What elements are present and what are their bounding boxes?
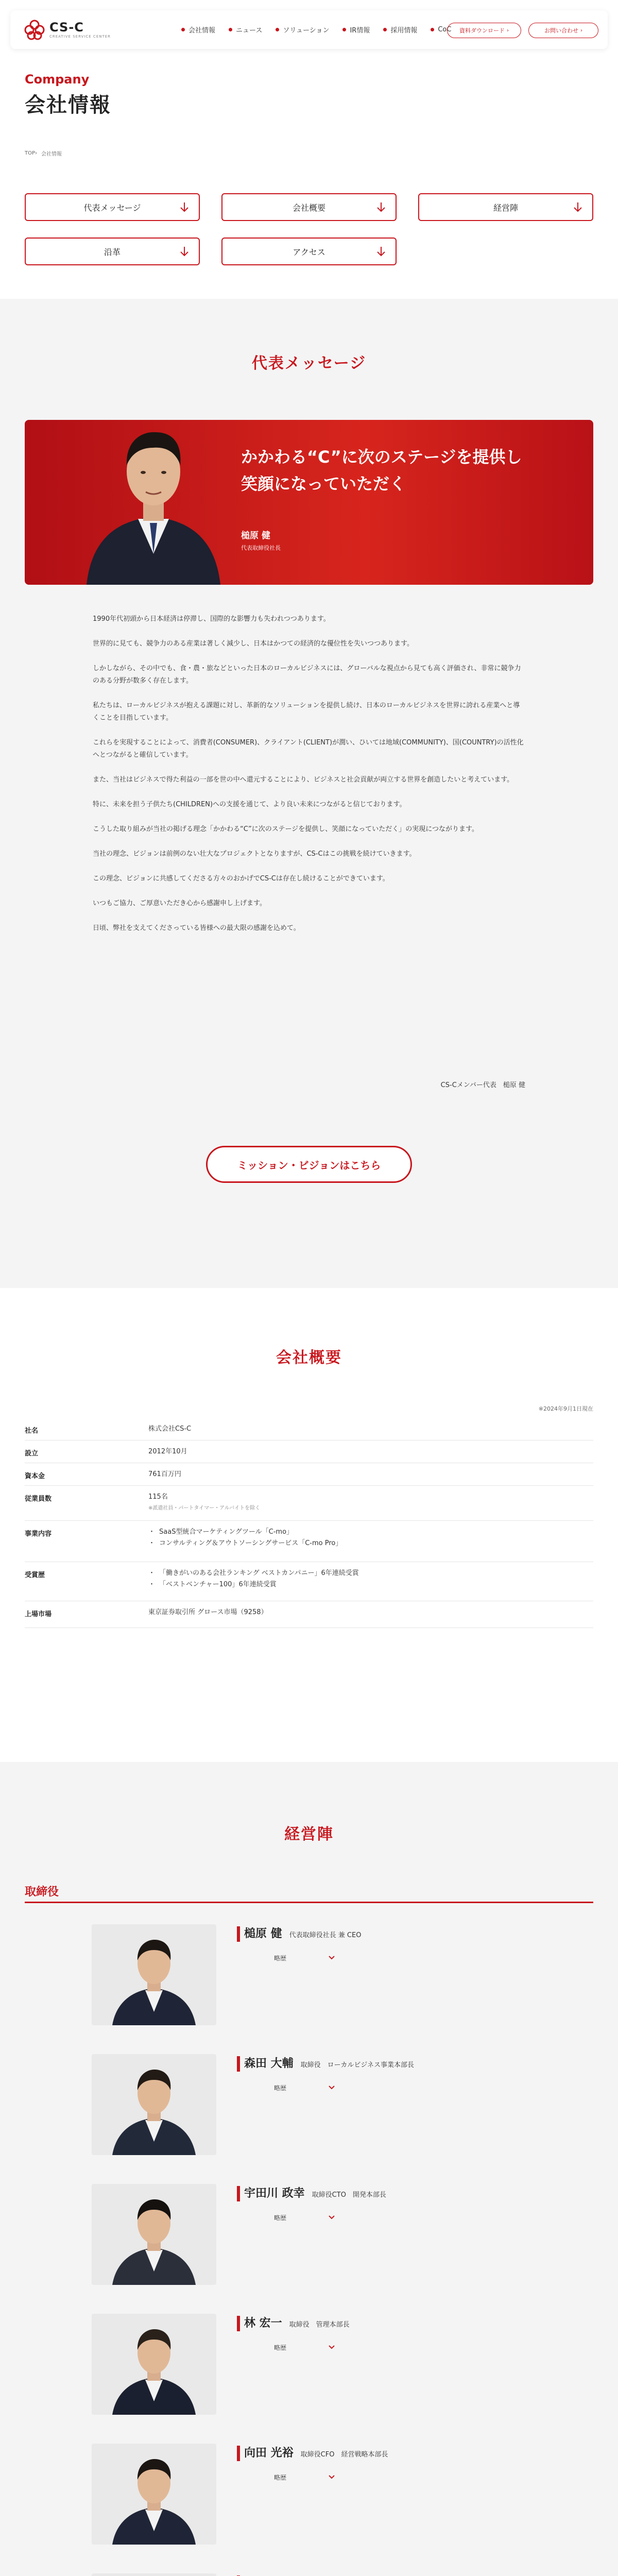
overview-label: 従業員数	[25, 1495, 52, 1503]
overview-value	[148, 1568, 359, 1590]
overview-value-text: 761百万円	[148, 1470, 181, 1478]
message-paragraph: 日頃、弊社を支えてくださっている皆様への最大限の感謝を込めて。	[93, 924, 300, 932]
overview-list-text: SaaS型統合マーケティングツール「C-mo」	[159, 1528, 294, 1536]
member-role: 取締役CTO 開発本部長	[312, 2191, 386, 2199]
message-paragraph: また、当社はビジネスで得た利益の一部を世の中へ還元することにより、ビジネスと社会貢献が両立する世界を創造したいと考えています。	[93, 776, 514, 784]
mission-vision-button[interactable]: ミッション・ビジョンはこちら	[206, 1146, 412, 1183]
overview-label: 資本金	[25, 1472, 45, 1480]
site-header	[0, 0, 618, 59]
overview-value-text: 株式会社CS-C	[148, 1425, 192, 1433]
breadcrumb-top[interactable]: TOP	[25, 150, 36, 156]
management-group-title: 取締役	[25, 1886, 59, 1899]
overview-title: 会社概要	[276, 1349, 342, 1367]
nav-news[interactable]: ニュース	[229, 25, 262, 35]
member-role: 代表取締役社長 兼 CEO	[289, 1931, 362, 1939]
nav-company[interactable]: 会社情報	[181, 25, 215, 35]
member-name-line	[244, 2316, 350, 2333]
overview-as-of-date: ※2024年9月1日現在	[538, 1405, 593, 1412]
bullet-icon: ・	[148, 1539, 156, 1547]
overview-value-text: 115名	[148, 1493, 168, 1501]
chevron-down-icon	[328, 2473, 336, 2481]
chevron-down-icon	[328, 2083, 336, 2092]
arrow-down-icon	[178, 245, 191, 258]
career-toggle[interactable]	[237, 2468, 391, 2486]
pagenav-history[interactable]: 沿革	[25, 238, 200, 265]
page-title: 会社情報	[25, 93, 111, 117]
member-role: 取締役CFO 経営戦略本部長	[300, 2451, 388, 2459]
member-name: 槌原 健	[244, 1927, 282, 1940]
overview-row	[25, 1601, 593, 1628]
member-role: 取締役 ローカルビジネス事業本部長	[300, 2061, 415, 2069]
career-toggle-label: 略歴	[274, 2214, 287, 2222]
overview-label: 社名	[25, 1427, 39, 1435]
nav-dot-icon	[229, 28, 232, 31]
career-toggle[interactable]	[237, 2079, 391, 2096]
pagenav-access[interactable]: アクセス	[221, 238, 397, 265]
message-paragraph: これらを実現することによって、消費者(CONSUMER)、クライアント(CLIENT)が潤い、ひいては地域(COMMUNITY)、国(COUNTRY)の活性化へとつながると確信しています。	[93, 739, 524, 759]
page-title-en: Company	[25, 72, 90, 87]
career-toggle[interactable]	[237, 2209, 391, 2226]
logo-tagline: CREATIVE SERVICE CENTER	[49, 35, 111, 39]
member-card	[92, 1924, 535, 2027]
member-name: 向田 光裕	[244, 2447, 294, 2460]
member-card	[92, 2054, 535, 2157]
chevron-down-icon	[328, 1954, 336, 1962]
message-paragraph: 当社の理念、ビジョンは前例のない壮大なプロジェクトとなりますが、CS-Cはこの挑戦を続けていきます。	[93, 850, 416, 858]
pagenav-message[interactable]: 代表メッセージ	[25, 193, 200, 221]
member-role: 取締役 管理本部長	[289, 2321, 350, 2329]
career-toggle[interactable]	[237, 2338, 391, 2356]
arrow-down-icon	[375, 245, 387, 258]
bullet-icon: ・	[148, 1528, 156, 1536]
message-paragraph: 世界的に見ても、競争力のある産業は著しく減少し、日本はかつての経済的な優位性を失いつつあります。	[93, 640, 414, 648]
bullet-icon: ・	[148, 1581, 156, 1588]
ceo-role: 代表取締役社長	[241, 545, 281, 551]
overview-list-item	[148, 1568, 359, 1579]
overview-list-item	[148, 1579, 359, 1590]
overview-row	[25, 1486, 593, 1521]
logo-name: CS-C	[49, 20, 84, 35]
message-banner	[25, 420, 593, 585]
member-name-line	[244, 1926, 361, 1943]
overview-label: 受賞歴	[25, 1571, 45, 1579]
message-paragraph: 私たちは、ローカルビジネスが抱える課題に対し、革新的なソリューションを提供し続け、日本のローカルビジネスを世界に誇れる産業へと導くことを目指しています。	[93, 702, 520, 722]
breadcrumb-current: 会社情報	[41, 151, 62, 157]
member-name: 森田 大輔	[244, 2057, 294, 2070]
inquiry-button[interactable]: お問い合わせ ›	[528, 23, 598, 38]
member-photo	[92, 2054, 216, 2155]
overview-value-text: 東京証券取引所 グロース市場（9258）	[148, 1608, 268, 1616]
overview-row	[25, 1521, 593, 1562]
overview-list-text: 「ベストベンチャー100」6年連続受賞	[159, 1581, 277, 1588]
career-toggle-label: 略歴	[274, 2344, 287, 2351]
member-photo	[92, 1924, 216, 2025]
overview-list-text: 「働きがいのある会社ランキング ベストカンパニー」6年連続受賞	[159, 1569, 359, 1577]
overview-row	[25, 1562, 593, 1601]
overview-value-text: 2012年10月	[148, 1448, 187, 1455]
message-paragraph: こうした取り組みが当社の掲げる理念「かかわる“C”に次のステージを提供し、笑顔になっていただく」の実現につながります。	[93, 825, 478, 833]
nav-dot-icon	[431, 28, 434, 31]
member-name-line	[244, 2056, 414, 2073]
arrow-down-icon	[375, 201, 387, 213]
overview-label: 事業内容	[25, 1530, 52, 1538]
name-accent-bar	[237, 1926, 240, 1942]
member-photo	[92, 2444, 216, 2545]
member-name: 宇田川 政幸	[244, 2187, 305, 2200]
message-title: 代表メッセージ	[251, 354, 367, 372]
nav-recruit[interactable]: 採用情報	[383, 25, 417, 35]
breadcrumb	[25, 149, 66, 157]
message-paragraph: いつもご協力、ご厚意いただき心から感謝申し上げます。	[93, 900, 266, 907]
overview-note: ※派遣社員・パートタイマー・アルバイトを除く	[148, 1505, 261, 1511]
management-title: 経営陣	[284, 1825, 334, 1843]
member-card	[92, 2444, 535, 2547]
member-card	[92, 2184, 535, 2287]
nav-solution[interactable]: ソリューション	[276, 25, 329, 35]
overview-value	[148, 1607, 268, 1618]
logo-flower-icon	[24, 19, 45, 41]
career-toggle[interactable]	[237, 1949, 391, 1967]
message-body	[93, 613, 525, 947]
nav-dot-icon	[383, 28, 387, 31]
arrow-down-icon	[178, 201, 191, 213]
message-paragraph: この理念、ビジョンに共感してくださる方々のおかげでCS-Cは存在し続けることができています。	[93, 875, 389, 883]
download-button[interactable]: 資料ダウンロード ›	[447, 23, 521, 38]
arrow-down-icon	[572, 201, 584, 213]
site-logo[interactable]	[24, 19, 111, 41]
nav-dot-icon	[342, 28, 346, 31]
arrow-right-icon: ›	[507, 27, 509, 33]
member-name-line	[244, 2186, 386, 2203]
name-accent-bar	[237, 2056, 240, 2072]
member-card	[92, 2573, 535, 2576]
overview-value	[148, 1446, 187, 1458]
breadcrumb-separator: ›	[35, 150, 38, 156]
ceo-name: 槌原 健	[241, 531, 270, 541]
chevron-down-icon	[328, 2343, 336, 2351]
message-paragraph: 特に、未来を担う子供たち(CHILDREN)への支援を通じて、より良い未来につながると信じております。	[93, 801, 406, 808]
global-nav	[181, 25, 465, 35]
overview-value	[148, 1423, 191, 1435]
group-divider	[25, 1902, 593, 1903]
header-bar	[10, 10, 608, 49]
message-signature: CS-Cメンバー代表 槌原 健	[440, 1081, 525, 1089]
overview-row	[25, 1440, 593, 1463]
overview-label: 設立	[25, 1450, 39, 1458]
ceo-photo	[66, 420, 241, 585]
name-accent-bar	[237, 2446, 240, 2461]
overview-value	[148, 1492, 260, 1514]
career-toggle-label: 略歴	[274, 2473, 287, 2481]
member-photo	[92, 2184, 216, 2285]
overview-list-item	[148, 1538, 342, 1549]
pagenav-management[interactable]: 経営陣	[418, 193, 593, 221]
nav-coc[interactable]: CoC	[431, 25, 451, 35]
pagenav-overview[interactable]: 会社概要	[221, 193, 397, 221]
nav-dot-icon	[181, 28, 185, 31]
message-paragraph: 1990年代初頭から日本経済は停滞し、国際的な影響力も失われつつあります。	[93, 615, 330, 623]
nav-ir[interactable]: IR情報	[342, 25, 370, 35]
overview-value	[148, 1527, 342, 1549]
member-name: 林 宏一	[244, 2317, 282, 2330]
overview-label: 上場市場	[25, 1611, 52, 1618]
chevron-down-icon	[328, 2213, 336, 2222]
member-card	[92, 2314, 535, 2417]
career-toggle-label: 略歴	[274, 2084, 287, 2092]
arrow-right-icon: ›	[580, 27, 582, 33]
career-toggle-label: 略歴	[274, 1954, 287, 1962]
name-accent-bar	[237, 2186, 240, 2201]
member-photo	[92, 2573, 216, 2576]
overview-list-text: コンサルティング＆アウトソーシングサービス「C-mo Pro」	[159, 1539, 342, 1547]
overview-row	[25, 1418, 593, 1440]
overview-list-item	[148, 1527, 342, 1538]
member-name-line	[244, 2446, 388, 2463]
nav-dot-icon	[276, 28, 279, 31]
overview-row	[25, 1463, 593, 1486]
message-paragraph: しかしながら、その中でも、食・農・旅などといった日本のローカルビジネスには、グローバルな視点から見ても高く評価され、非常に競争力のある分野が数多く存在します。	[93, 665, 521, 685]
message-catchphrase: かかわる“C”に次のステージを提供し 笑顔になっていただく	[241, 447, 522, 494]
member-photo	[92, 2314, 216, 2415]
bullet-icon: ・	[148, 1569, 156, 1577]
overview-value	[148, 1469, 181, 1480]
name-accent-bar	[237, 2316, 240, 2331]
